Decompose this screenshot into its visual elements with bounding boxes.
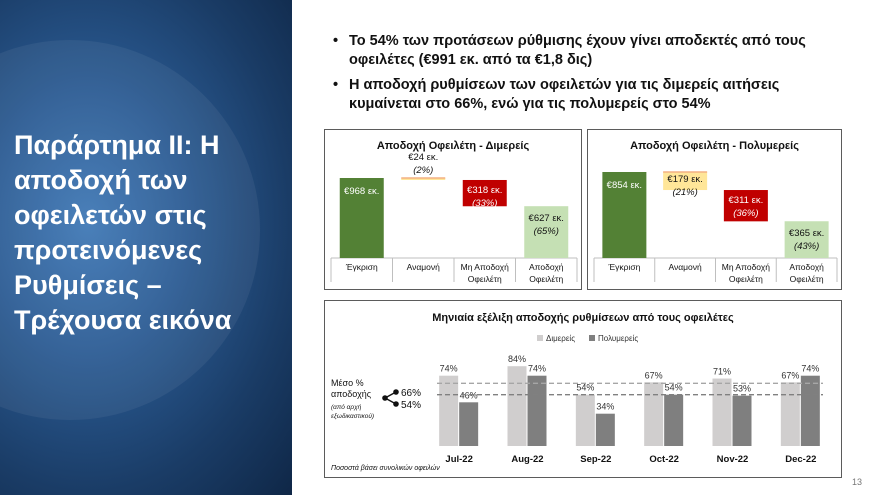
value-label: €318 εκ. bbox=[467, 184, 503, 196]
data-label: 34% bbox=[596, 401, 615, 412]
series-bar bbox=[439, 376, 458, 446]
series-bar bbox=[596, 414, 615, 446]
category-label: Οφειλέτη bbox=[467, 274, 502, 284]
category-label: Αποδοχή bbox=[789, 262, 824, 272]
chart-title: Μηνιαία εξέλιξη αποδοχής ρυθμίσεων από τους οφειλέτες bbox=[432, 312, 734, 324]
category-label: Έγκριση bbox=[345, 262, 378, 272]
connector-line bbox=[385, 398, 396, 404]
percent-label: (43%) bbox=[793, 241, 820, 253]
value-label: €365 εκ. bbox=[788, 228, 825, 240]
percent-label: (65%) bbox=[533, 226, 559, 238]
data-label: 74% bbox=[439, 363, 458, 374]
category-label: Έγκριση bbox=[608, 262, 641, 272]
category-label: Οφειλέτη bbox=[529, 274, 564, 284]
data-label: 74% bbox=[527, 363, 547, 374]
series-bar bbox=[644, 382, 663, 446]
chart-title: Αποδοχή Οφειλέτη - Πολυμερείς bbox=[630, 140, 799, 152]
average-value: 66% bbox=[401, 388, 422, 399]
category-label: Αναμονή bbox=[668, 262, 702, 272]
data-label: 54% bbox=[576, 382, 595, 393]
series-bar bbox=[733, 396, 752, 446]
percent-label: (2%) bbox=[413, 165, 434, 176]
value-label: €627 εκ. bbox=[528, 213, 564, 225]
data-label: 67% bbox=[644, 370, 663, 381]
category-label: Αποδοχή bbox=[528, 262, 564, 272]
value-label: €179 εκ. bbox=[667, 174, 703, 185]
data-label: 67% bbox=[781, 370, 800, 381]
category-label: Oct-22 bbox=[649, 454, 679, 465]
monthly-acceptance-chart bbox=[324, 300, 842, 478]
category-label: Sep-22 bbox=[580, 454, 612, 465]
legend-label: Πολυμερείς bbox=[598, 334, 639, 343]
category-label: Μη Αποδοχή bbox=[721, 262, 771, 272]
series-bar bbox=[576, 395, 595, 446]
waterfall-bar bbox=[785, 221, 829, 258]
category-label: Jul-22 bbox=[445, 454, 473, 465]
category-label: Nov-22 bbox=[716, 454, 749, 465]
footnote: Ποσοστά βάσει συνολικών οφειλών bbox=[331, 465, 440, 472]
series-bar bbox=[781, 382, 800, 446]
category-label: Dec-22 bbox=[785, 454, 817, 465]
bullet-item: • Η αποδοχή ρυθμίσεων των οφειλετών για τις διμερείς αιτήσεις κυμαίνεται στο 66%, ενώ για τις πολυμερείς στο 54% bbox=[333, 76, 823, 114]
percent-label: (21%) bbox=[672, 187, 698, 198]
value-label: €24 εκ. bbox=[408, 152, 439, 163]
series-bar bbox=[801, 376, 820, 446]
data-label: 71% bbox=[712, 366, 732, 377]
value-label: €968 εκ. bbox=[344, 186, 380, 197]
left-panel bbox=[0, 0, 292, 495]
data-label: 53% bbox=[732, 383, 752, 394]
average-note: εξωδικαστικού) bbox=[331, 413, 375, 420]
bullet-item: • Το 54% των προτάσεων ρύθμισης έχουν γίνει αποδεκτές από τους οφειλέτες (€991 εκ. από τα €1,8 δις) bbox=[333, 32, 823, 70]
chart-title: Αποδοχή Οφειλέτη - Διμερείς bbox=[376, 140, 530, 152]
connector-line bbox=[385, 392, 396, 398]
monthly-chart-svg bbox=[325, 301, 843, 479]
category-label: Οφειλέτη bbox=[728, 274, 763, 284]
average-caption: Μέσο % bbox=[331, 378, 364, 388]
data-label: 74% bbox=[801, 363, 820, 374]
page-number: 13 bbox=[851, 477, 862, 487]
bilateral-waterfall-chart bbox=[324, 129, 582, 290]
data-label: 84% bbox=[507, 354, 527, 365]
category-label: Αναμονή bbox=[406, 262, 440, 272]
series-bar bbox=[528, 376, 547, 446]
bullet-list bbox=[333, 32, 823, 120]
bilateral-chart-svg bbox=[325, 130, 583, 291]
category-label: Aug-22 bbox=[511, 454, 544, 465]
legend-swatch bbox=[589, 335, 595, 341]
series-bar bbox=[459, 402, 478, 446]
percent-label: (33%) bbox=[472, 197, 498, 209]
legend-swatch bbox=[537, 335, 543, 341]
data-label: 54% bbox=[664, 382, 683, 393]
slide-title: Παράρτημα ΙΙ: Η αποδοχή των οφειλετών στις προτεινόμενες Ρυθμίσεις – Τρέχουσα εικόνα bbox=[14, 130, 232, 335]
value-label: €311 εκ. bbox=[728, 195, 764, 207]
average-caption: αποδοχής bbox=[331, 389, 372, 399]
multilateral-waterfall-chart bbox=[587, 129, 842, 290]
category-label: Οφειλέτη bbox=[789, 274, 824, 284]
average-value: 54% bbox=[401, 400, 422, 411]
average-note: (από αρχή bbox=[331, 404, 362, 411]
percent-label: (36%) bbox=[733, 208, 759, 220]
multilateral-chart-svg bbox=[588, 130, 843, 291]
series-bar bbox=[713, 379, 732, 446]
series-bar bbox=[508, 366, 527, 446]
data-label: 46% bbox=[459, 390, 478, 401]
legend-label: Διμερείς bbox=[546, 334, 576, 343]
series-bar bbox=[664, 395, 683, 446]
category-label: Μη Αποδοχή bbox=[460, 262, 509, 272]
value-label: €854 εκ. bbox=[606, 180, 643, 191]
